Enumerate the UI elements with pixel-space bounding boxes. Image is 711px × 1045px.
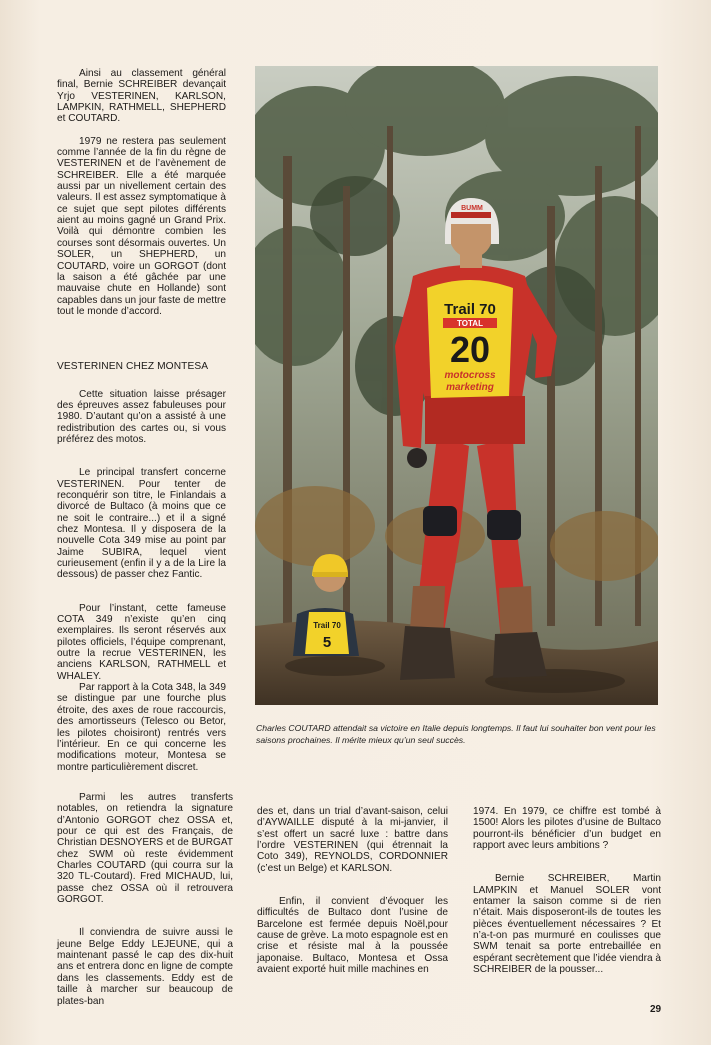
helmet-lettering: BUMM xyxy=(461,205,483,212)
paragraph-aywaille: des et, dans un trial d’avant-saison, celui d’AYWAILLE disputé à la mi-janvier, il s’est offert un sacré luxe : battre dans l’ordre VESTERINEN (qui étrennait la Coto 349), REYNOLDS, CORDONNIER (c’est un Belge) et KARLSON. xyxy=(257,806,448,874)
small-bib-sponsor: Trail 70 xyxy=(313,621,341,630)
paragraph-schreiber: Bernie SCHREIBER, Martin LAMPKIN et Manuel SOLER vont entamer la saison comme si de rien n’était. Mais disposeront-ils de toutes les pièces éventuellement nécessaires ? Et n’a-t-on pas murmuré en coulisses que SWM tenait sa porte entrebaillée en espérant secrètement que l’idée viendra à SCHREIBER de la pousser... xyxy=(473,873,661,976)
middle-column xyxy=(257,806,448,975)
left-column-bottom xyxy=(57,792,233,1007)
main-bib-sponsor: Trail 70 xyxy=(444,301,496,318)
paragraph-cota-348: Par rapport à la Cota 348, la 349 se distingue par une fourche plus étroite, des axes de roue raccourcis, des amortisseurs (Telesco ou Betor, les pilotes choisiront) rentrés vers l’intérieur. En ce qui concerne les modifications moteur, Montesa se montre particulièrement discret. xyxy=(57,682,226,773)
paragraph-final-standings: Ainsi au classement général final, Bernie SCHREIBER devançait Yrjo VESTERINEN, KARLSON, LAMPKIN, RATHMELL, SHEPHERD et COUTARD. xyxy=(57,68,226,125)
main-bib-tag-1: motocross xyxy=(444,370,496,381)
left-column-top xyxy=(57,68,226,773)
paragraph-situation: Cette situation laisse présager des épreuves assez fabuleuses pour 1980. D’autant qu’on a assisté à une redistribution des cartes ou, si vous préférez des motos. xyxy=(57,388,226,445)
main-bib-tag-2: marketing xyxy=(446,382,494,393)
paragraph-1979-season: 1979 ne restera pas seulement comme l’année de la fin du règne de VESTERINEN et de l’avènement de SCHREIBER. Elle a été marquée aussi par un nivellement certain des valeurs. Il est assez symptomatique à ce sujet que sept pilotes différents aient au moins gagné un Grand Prix. Voilà qui démontre combien les courses sont désormais ouvertes. Un SOLER, un SHEPHERD, un COUTARD, voire un GORGOT (dont la saison a été gâchée par une mauvaise chute en Hollande) sont capables dans un jour faste de mettre tout le monde d’accord. xyxy=(57,135,226,317)
photo-caption: Charles COUTARD attendait sa victoire en Italie depuis longtemps. Il faut lui souhaiter bon vent pour les saisons prochaines. Il mérite mieux qu’un seul succès. xyxy=(256,723,656,745)
right-column xyxy=(473,806,661,975)
small-bib-number: 5 xyxy=(322,634,332,651)
page-number: 29 xyxy=(650,1004,662,1015)
paragraph-bultaco: Enfin, il convient d’évoquer les difficultés de Bultaco dont l’usine de Barcelone est fermée depuis Noël,pour cause de grève. La moto espagnole est en crise et résiste mal à la poussée japonaise. Bultaco, Montesa et Ossa avaient exporté huit mille machines en xyxy=(257,896,448,976)
rider-photo xyxy=(255,66,658,705)
paragraph-transfer: Le principal transfert concerne VESTERINEN. Pour tenter de reconquérir son titre, le Finlandais a divorcé de Bultaco (à moins que ce ne soit le contraire...) et il a signé chez Montesa. Il y disposera de la nouvelle Cota 349 mise au point par Jaime SUBIRA, lequel vient curieusement (enfin il y a de la Lire la dessous) de passer chez Fantic. xyxy=(57,467,226,581)
paragraph-1974: 1974. En 1979, ce chiffre est tombé à 1500! Alors les pilotes d’usine de Bultaco pourront-ils bénéficier d’un budget en rapport avec leurs ambitions ? xyxy=(473,806,661,852)
paragraph-other-transfers: Parmi les autres transferts notables, on retiendra la signature d’Antonio GORGOT chez OSSA et, pour ce qui est des Français, de Christian DESNOYERS et de BURGAT chez SWM où reste évidemment Charles COUTARD (qui courra sur la 320 TL-Coutard). Fred MICHAUD, lui, passe chez OSSA où il retrouvera GORGOT. xyxy=(57,792,233,906)
paragraph-lejeune: Il conviendra de suivre aussi le jeune Belge Eddy LEJEUNE, qui a maintenant passé le cap des dix-huit ans et entrera donc en ligne de compte dans les classements. Eddy est de taille à marcher sur beaucoup de plates-ban xyxy=(57,927,233,1007)
main-bib-number: 20 xyxy=(449,329,491,370)
paragraph-cota-349: Pour l’instant, cette fameuse COTA 349 n’existe qu’en cinq exemplaires. Ils seront réservés aux pilotes officiels, l’équipe comprenant, outre la recrue VESTERINEN, les anciens KARLSON, RATHMELL et WHALEY. xyxy=(57,602,226,682)
main-bib-brand: TOTAL xyxy=(457,319,483,328)
section-heading: VESTERINEN CHEZ MONTESA xyxy=(57,361,209,373)
